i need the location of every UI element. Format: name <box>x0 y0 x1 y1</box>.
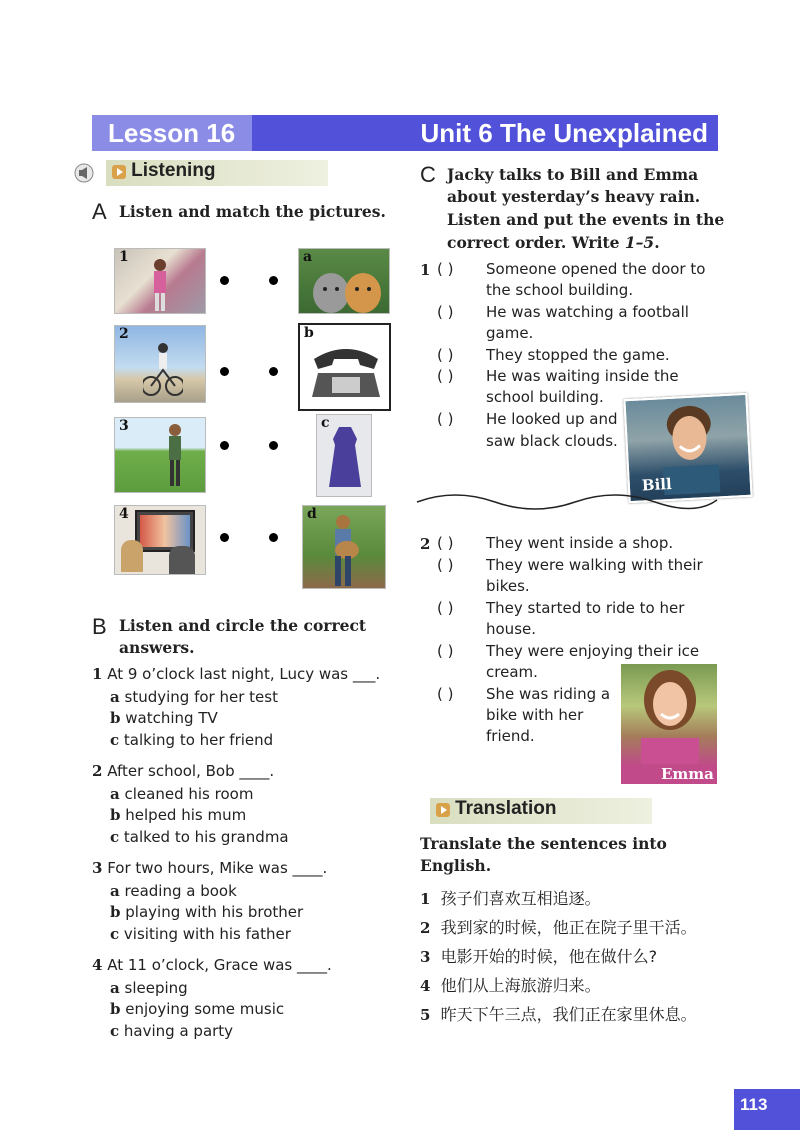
match-dot[interactable] <box>220 367 229 376</box>
event-item: They were walking with their <box>486 556 703 574</box>
event-item: the school building. <box>486 281 634 299</box>
bill-label: Bill <box>641 474 673 495</box>
option[interactable]: a cleaned his room <box>110 785 254 803</box>
match-dot[interactable] <box>269 367 278 376</box>
translation-item: 3 电影开始的时候，他在做什么? <box>420 947 658 966</box>
translation-header <box>430 798 652 824</box>
group-number: 2 <box>420 535 431 553</box>
match-dot[interactable] <box>220 441 229 450</box>
part-a-instruction: Listen and match the pictures. <box>119 202 386 221</box>
translation-item: 1 孩子们喜欢互相追逐。 <box>420 889 601 908</box>
page-number: 113 <box>740 1095 768 1114</box>
translation-instruction: English. <box>420 856 492 875</box>
question: 1 At 9 o’clock last night, Lucy was ___. <box>92 665 381 683</box>
option[interactable]: c talking to her friend <box>110 731 274 749</box>
picture-a-cats: a <box>298 248 390 314</box>
event-item: He was waiting inside the <box>486 367 679 385</box>
event-item: saw black clouds. <box>486 432 618 450</box>
option[interactable]: b enjoying some music <box>110 1000 285 1018</box>
event-item: They went inside a shop. <box>486 534 674 552</box>
match-dot[interactable] <box>269 441 278 450</box>
translation-instruction: Translate the sentences into <box>420 834 667 853</box>
option[interactable]: a reading a book <box>110 882 237 900</box>
answer-blank[interactable]: ( ) <box>437 599 454 617</box>
audio-icon <box>74 163 94 183</box>
picture-4-tv: 4 <box>114 505 206 575</box>
match-dot[interactable] <box>269 533 278 542</box>
question: 4 At 11 o’clock, Grace was ____. <box>92 956 332 974</box>
lesson-title: Lesson 16 <box>108 118 236 148</box>
part-b-instruction-line2: answers. <box>119 638 195 657</box>
option[interactable]: b playing with his brother <box>110 903 304 921</box>
play-icon <box>436 803 450 817</box>
translation-item: 4 他们从上海旅游归来。 <box>420 976 601 995</box>
answer-blank[interactable]: ( ) <box>437 303 454 321</box>
event-item: school building. <box>486 388 604 406</box>
answer-blank[interactable]: ( ) <box>437 260 454 278</box>
unit-title: Unit 6 The Unexplained <box>420 118 708 148</box>
page-number-box <box>734 1089 800 1130</box>
event-item: They started to ride to her <box>486 599 685 617</box>
answer-blank[interactable]: ( ) <box>437 346 454 364</box>
picture-b-phone: b <box>298 323 391 411</box>
question: 2 After school, Bob ____. <box>92 762 275 780</box>
event-item: house. <box>486 620 537 638</box>
answer-blank[interactable]: ( ) <box>437 642 454 660</box>
question: 3 For two hours, Mike was ____. <box>92 859 328 877</box>
event-item: bike with her <box>486 706 584 724</box>
event-item: Someone opened the door to <box>486 260 706 278</box>
unit-banner <box>252 115 718 151</box>
translation-item: 5 昨天下午三点，我们正在家里休息。 <box>420 1005 697 1024</box>
option[interactable]: c having a party <box>110 1022 234 1040</box>
picture-1-mall: 1 <box>114 248 206 314</box>
event-item: friend. <box>486 727 535 745</box>
part-c-instruction: about yesterday’s heavy rain. <box>447 187 701 206</box>
event-item: bikes. <box>486 577 530 595</box>
event-item: They were enjoying their ice <box>486 642 700 660</box>
option[interactable]: a studying for her test <box>110 688 278 706</box>
event-item: They stopped the game. <box>486 346 670 364</box>
picture-3-park: 3 <box>114 417 206 493</box>
part-c-instruction: Listen and put the events in the <box>447 210 725 229</box>
picture-c-dress: c <box>316 414 372 497</box>
event-item: She was riding a <box>486 685 611 703</box>
listening-title: Listening <box>131 160 216 181</box>
listening-header <box>106 160 328 186</box>
option[interactable]: c visiting with his father <box>110 925 291 943</box>
emma-photo <box>621 664 717 784</box>
picture-d-guitar: d <box>302 505 386 589</box>
emma-label: Emma <box>661 765 714 783</box>
option[interactable]: c talked to his grandma <box>110 828 289 846</box>
answer-blank[interactable]: ( ) <box>437 556 454 574</box>
bill-photo <box>623 393 752 503</box>
option[interactable]: b helped his mum <box>110 806 247 824</box>
wavy-divider <box>415 490 720 514</box>
event-item: game. <box>486 324 534 342</box>
answer-blank[interactable]: ( ) <box>437 685 454 703</box>
option[interactable]: a sleeping <box>110 979 188 997</box>
part-c-instruction: correct order. Write 1–5. <box>447 233 660 252</box>
part-b-instruction-line1: Listen and circle the correct <box>119 616 367 635</box>
lesson-banner <box>92 115 252 151</box>
option[interactable]: b watching TV <box>110 709 218 727</box>
part-c-letter: C <box>420 162 436 187</box>
event-item: cream. <box>486 663 538 681</box>
event-item: He was watching a football <box>486 303 689 321</box>
answer-blank[interactable]: ( ) <box>437 534 454 552</box>
translation-title: Translation <box>455 798 557 819</box>
match-dot[interactable] <box>220 276 229 285</box>
part-b-letter: B <box>92 614 107 639</box>
part-c-instruction: Jacky talks to Bill and Emma <box>447 165 699 184</box>
translation-item: 2 我到家的时候，他正在院子里干活。 <box>420 918 697 937</box>
play-icon <box>112 165 126 179</box>
match-dot[interactable] <box>220 533 229 542</box>
match-dot[interactable] <box>269 276 278 285</box>
answer-blank[interactable]: ( ) <box>437 410 454 428</box>
event-item: He looked up and <box>486 410 618 428</box>
answer-blank[interactable]: ( ) <box>437 367 454 385</box>
part-a-letter: A <box>92 199 107 224</box>
group-number: 1 <box>420 261 431 279</box>
picture-2-bike: 2 <box>114 325 206 403</box>
